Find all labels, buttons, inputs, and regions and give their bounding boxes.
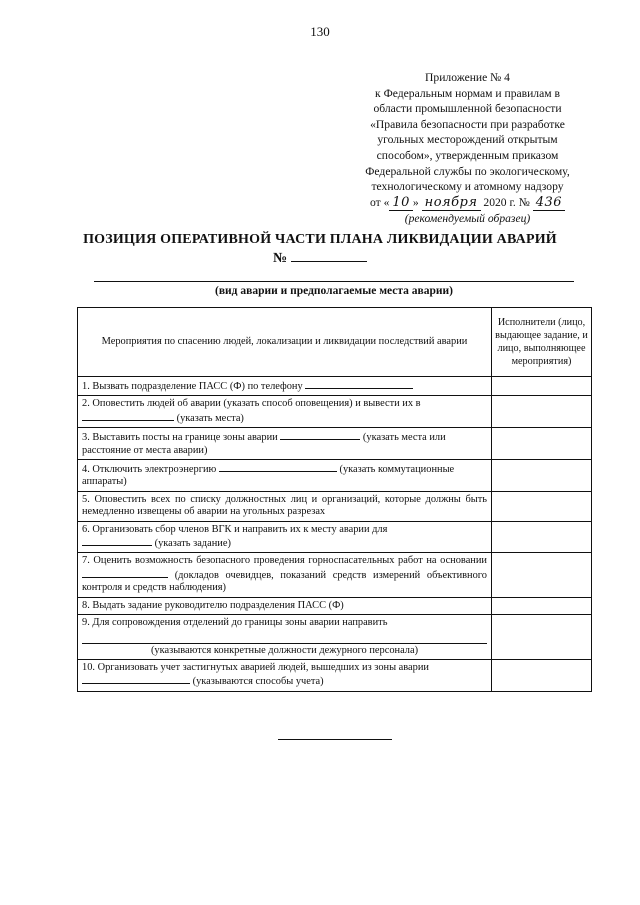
order-prefix: от « — [369, 195, 390, 209]
fill-blank — [219, 462, 337, 472]
accident-type-caption: (вид аварии и предполагаемые места аварии) — [215, 285, 453, 297]
appendix-line: угольных месторождений открытым — [377, 133, 558, 147]
measure-cell — [78, 615, 492, 660]
measure-text: 5. Оповестить всех по списку должностных лиц и организаций, которые должны быть немедленно извещены об аварии на угольных разрезах — [82, 493, 487, 518]
appendix-line: «Правила безопасности при разработке — [370, 117, 565, 131]
table-row — [78, 597, 592, 614]
measure-text: 8. Выдать задание руководителю подразделения ПАСС (Ф) — [82, 599, 344, 611]
appendix-block — [350, 70, 585, 226]
measure-text-cont: (докладов очевидцев, показаний средств измерений объективного контроля и средств наблюдения) — [82, 569, 487, 594]
measure-text: 10. Организовать учет застигнутых аварией людей, вышедших из зоны аварии — [82, 661, 429, 673]
table-row — [78, 491, 592, 521]
measure-text: 4. Отключить электроэнергию — [82, 464, 217, 476]
table-row — [78, 377, 592, 396]
table-row — [78, 521, 592, 553]
table-row — [78, 428, 592, 460]
executor-cell — [492, 460, 592, 492]
measures-table — [77, 307, 592, 692]
header-executors: Исполнители (лицо, выдающее задание, и лицо, выполняющее мероприятия) — [492, 308, 592, 377]
measure-text: 2. Оповестить людей об аварии (указать способ оповещения) и вывести их в — [82, 398, 421, 410]
executor-cell — [492, 491, 592, 521]
fill-blank — [82, 674, 190, 684]
measure-cell — [78, 597, 492, 614]
measure-cell — [78, 428, 492, 460]
document-title: ПОЗИЦИЯ ОПЕРАТИВНОЙ ЧАСТИ ПЛАНА ЛИКВИДАЦИИ АВАРИЙ — [83, 232, 557, 247]
order-month-handwritten: ноября — [422, 196, 481, 211]
executor-cell — [492, 521, 592, 553]
header-measures: Мероприятия по спасению людей, локализации и ликвидации последствий аварии — [78, 308, 492, 377]
table-row — [78, 659, 592, 691]
measure-text-cont: (указываются способы учета) — [192, 676, 324, 688]
number-label: № — [272, 251, 288, 266]
table-row — [78, 396, 592, 428]
appendix-line: к Федеральным нормам и правилам в — [375, 86, 560, 100]
table-row — [78, 553, 592, 597]
bottom-signature-line — [278, 739, 392, 740]
table-header-row — [78, 308, 592, 377]
fill-blank — [280, 430, 360, 440]
executor-cell — [492, 597, 592, 614]
fill-blank — [82, 568, 168, 578]
measure-cell — [78, 396, 492, 428]
page-number: 130 — [310, 24, 330, 39]
executor-cell — [492, 377, 592, 396]
measure-cell — [78, 521, 492, 553]
fill-line — [82, 632, 487, 644]
order-number-handwritten: 436 — [533, 196, 565, 211]
executor-cell — [492, 553, 592, 597]
number-line — [0, 251, 640, 267]
sample-note: (рекомендуемый образец) — [404, 211, 531, 225]
executor-cell — [492, 615, 592, 660]
measure-cell — [78, 460, 492, 492]
measure-text: 6. Организовать сбор членов ВГК и направить их к месту аварии для — [82, 523, 388, 535]
measure-text-cont: (указать задание) — [154, 538, 231, 550]
appendix-line: технологическому и атомному надзору — [371, 180, 564, 194]
order-year: 2020 г. № — [480, 195, 533, 209]
executor-cell — [492, 659, 592, 691]
order-day-handwritten: 10 — [389, 196, 413, 211]
executor-cell — [492, 396, 592, 428]
measure-text: 9. Для сопровождения отделений до границы зоны аварии направить — [82, 617, 388, 629]
measure-text-cont: (указать места) — [176, 412, 244, 424]
measure-cell — [78, 659, 492, 691]
measure-text: 1. Вызвать подразделение ПАСС (Ф) по телефону — [82, 381, 303, 392]
appendix-line: области промышленной безопасности — [373, 102, 562, 116]
fill-blank — [82, 411, 174, 421]
appendix-line: Приложение № 4 — [425, 71, 510, 84]
appendix-line: способом», утвержденным приказом — [376, 148, 559, 162]
number-blank — [291, 251, 367, 262]
accident-type-underline — [94, 281, 574, 282]
table-row — [78, 615, 592, 660]
appendix-line: Федеральной службы по экологическому, — [365, 164, 570, 178]
order-date-line — [350, 195, 585, 211]
measure-cell — [78, 553, 492, 597]
measure-text-cont: (указать коммутационные аппараты) — [82, 464, 455, 488]
measure-text: 7. Оценить возможность безопасного проведения горноспасательных работ на основании — [82, 555, 487, 567]
measure-text-cont: (указать места или расстояние от места аварии) — [82, 432, 446, 456]
fill-blank — [305, 379, 413, 389]
measure-cell — [78, 491, 492, 521]
measure-text: 3. Выставить посты на границе зоны аварии — [82, 432, 278, 444]
fill-blank — [82, 536, 152, 546]
measure-text-cont: (указываются конкретные должности дежурного персонала) — [150, 644, 419, 656]
order-mid: » — [412, 195, 422, 209]
measure-cell — [78, 377, 492, 396]
executor-cell — [492, 428, 592, 460]
table-row — [78, 460, 592, 492]
